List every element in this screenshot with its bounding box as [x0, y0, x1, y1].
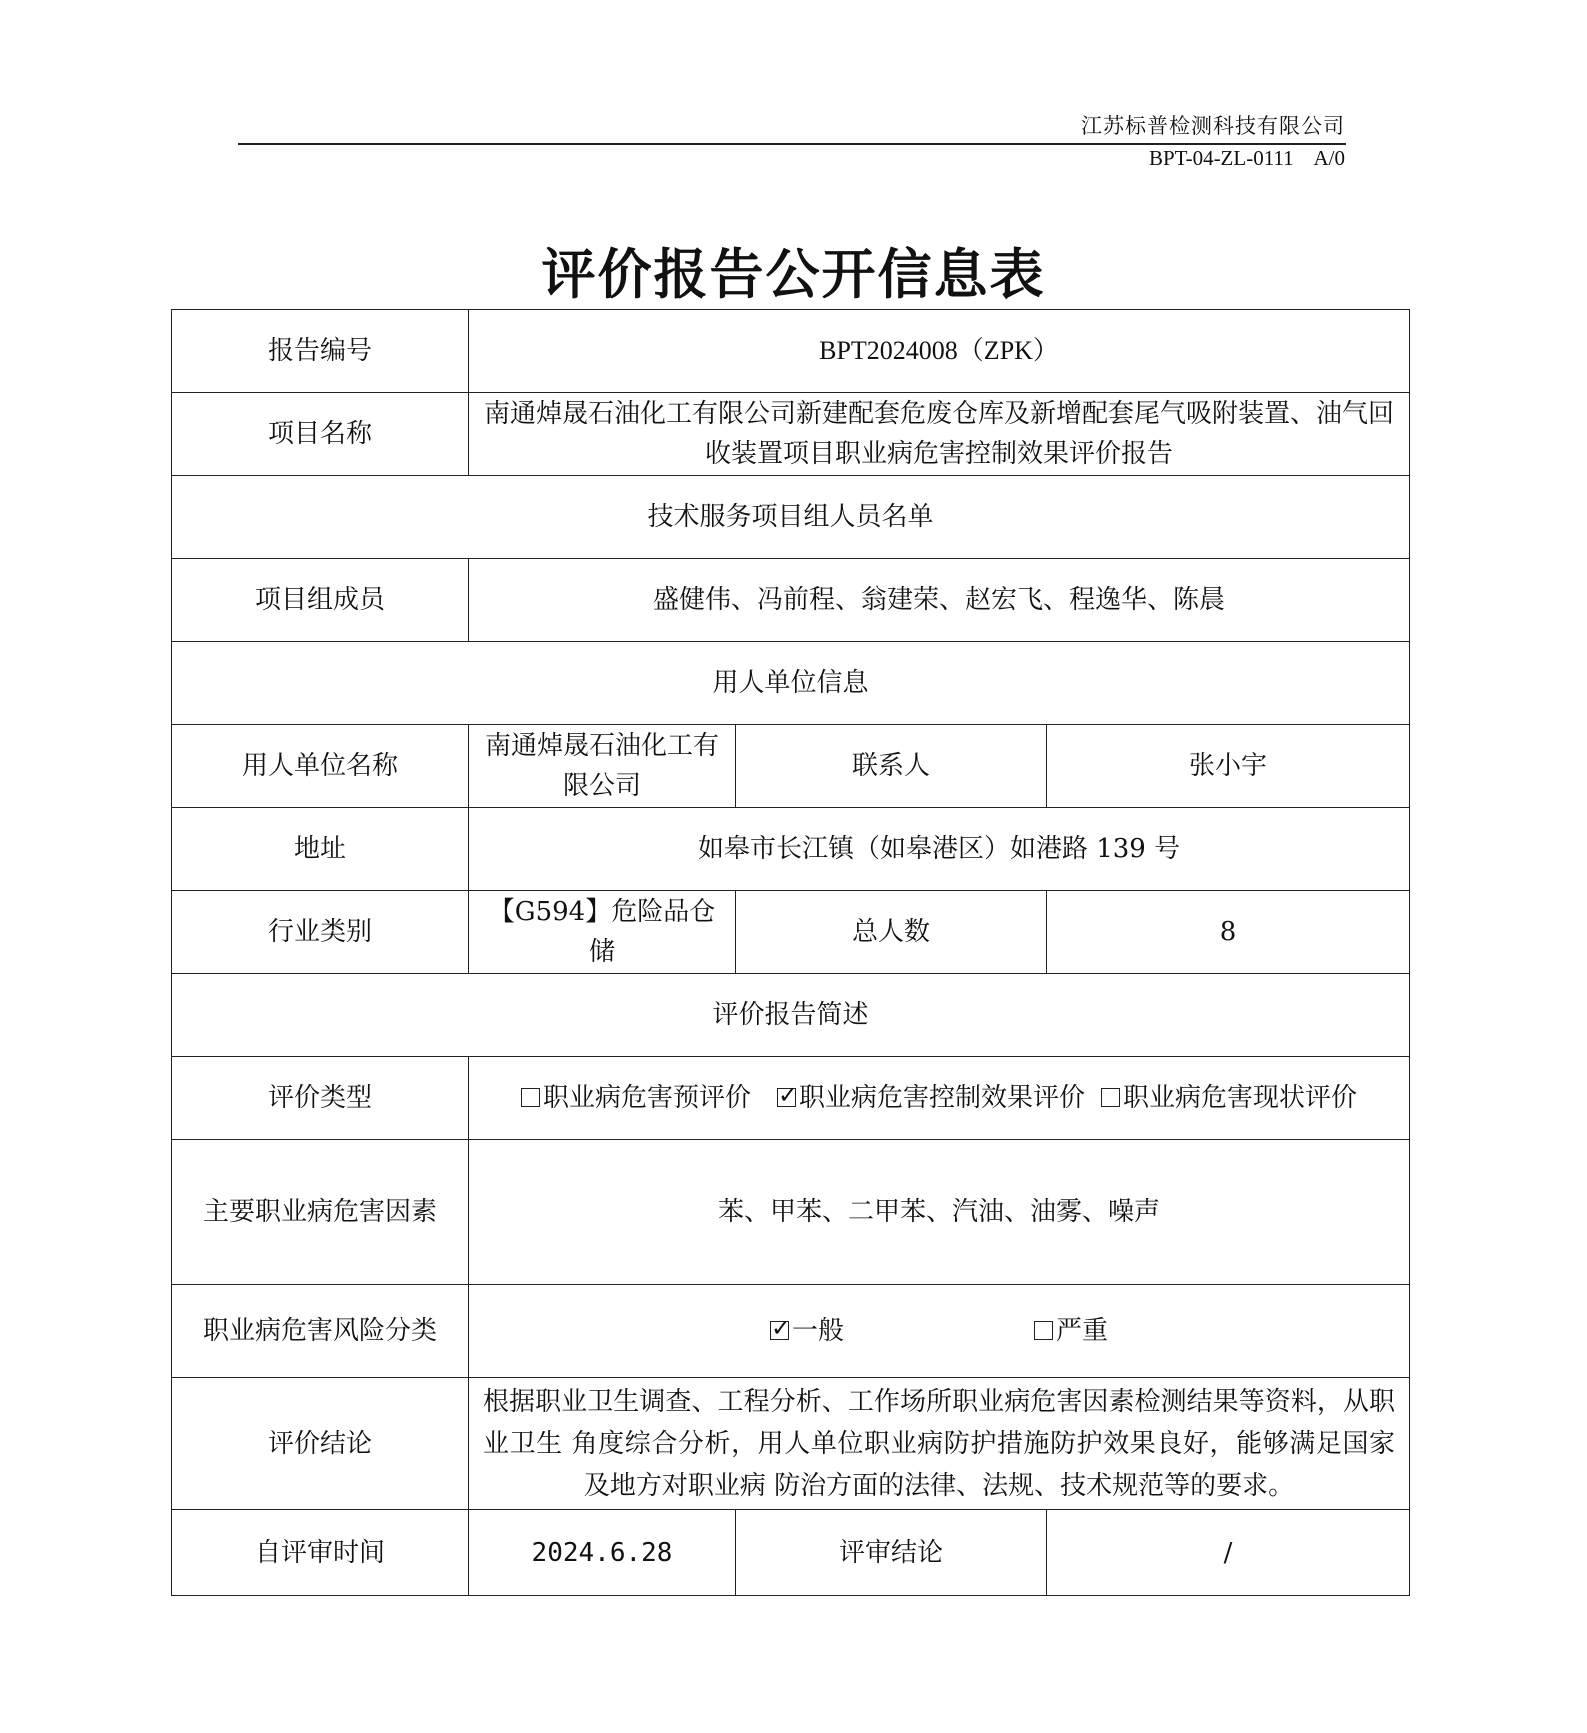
review-time-label: 自评审时间	[172, 1510, 469, 1596]
row-team-section	[172, 476, 1410, 559]
industry-value: 【G594】危险品仓储	[469, 891, 736, 974]
contact-value: 张小宇	[1047, 725, 1410, 808]
eval-type-label: 评价类型	[172, 1057, 469, 1140]
eval-type-option-pre[interactable]: 职业病危害预评价	[521, 1078, 751, 1118]
eval-type-options	[469, 1057, 1410, 1140]
report-no-value: BPT2024008（ZPK）	[469, 310, 1410, 393]
team-members-label: 项目组成员	[172, 559, 469, 642]
header-company-name: 江苏标普检测科技有限公司	[1081, 114, 1345, 138]
row-address	[172, 808, 1410, 891]
eval-type-option-control[interactable]: ✓ 职业病危害控制效果评价	[778, 1081, 1086, 1113]
review-time-value: 2024.6.28	[469, 1510, 736, 1596]
row-industry	[172, 891, 1410, 974]
team-section-title: 技术服务项目组人员名单	[172, 476, 1410, 559]
industry-label: 行业类别	[172, 891, 469, 974]
address-value: 如皋市长江镇（如皋港区）如港路 139 号	[469, 808, 1410, 891]
row-report-no	[172, 310, 1410, 393]
row-conclusion	[172, 1378, 1410, 1510]
conclusion-value: 根据职业卫生调查、工程分析、工作场所职业病危害因素检测结果等资料，从职业卫生 角度综合分析，用人单位职业病防护措施防护效果良好，能够满足国家及地方对职业病 防治方面的法律、法规、技术规范等的要求。	[469, 1378, 1410, 1510]
row-team-members	[172, 559, 1410, 642]
header-divider	[238, 143, 1346, 145]
row-summary-section	[172, 974, 1410, 1057]
hazards-label: 主要职业病危害因素	[172, 1140, 469, 1285]
conclusion-label: 评价结论	[172, 1378, 469, 1510]
row-review	[172, 1510, 1410, 1596]
employer-section-title: 用人单位信息	[172, 642, 1410, 725]
employer-name-value: 南通焯晟石油化工有限公司	[469, 725, 736, 808]
row-employer-section	[172, 642, 1410, 725]
checkbox-checked-icon[interactable]	[777, 1081, 799, 1109]
contact-label: 联系人	[736, 725, 1047, 808]
row-hazards	[172, 1140, 1410, 1285]
check-mark-icon: ✓	[771, 1314, 792, 1342]
document-title: 评价报告公开信息表	[541, 242, 1046, 306]
team-members-value: 盛健伟、冯前程、翁建荣、赵宏飞、程逸华、陈晨	[469, 559, 1410, 642]
risk-option-general[interactable]: ✓ 一般	[771, 1314, 845, 1346]
headcount-value: 8	[1047, 891, 1410, 974]
hazards-value: 苯、甲苯、二甲苯、汽油、油雾、噪声	[469, 1140, 1410, 1285]
row-risk	[172, 1285, 1410, 1378]
summary-section-title: 评价报告简述	[172, 974, 1410, 1057]
checkbox-unchecked-icon[interactable]	[1101, 1088, 1120, 1107]
risk-option-serious[interactable]: 严重	[1034, 1311, 1108, 1351]
review-result-label: 评审结论	[736, 1510, 1047, 1596]
checkbox-unchecked-icon[interactable]	[521, 1088, 540, 1107]
address-label: 地址	[172, 808, 469, 891]
checkbox-unchecked-icon[interactable]	[1034, 1321, 1053, 1340]
check-mark-icon: ✓	[778, 1081, 799, 1109]
headcount-label: 总人数	[736, 891, 1047, 974]
review-result-value: /	[1047, 1510, 1410, 1596]
risk-options	[469, 1285, 1410, 1378]
header-document-code: BPT-04-ZL-0111 A/0	[1148, 146, 1345, 170]
risk-label: 职业病危害风险分类	[172, 1285, 469, 1378]
project-name-value: 南通焯晟石油化工有限公司新建配套危废仓库及新增配套尾气吸附装置、油气回收装置项目职业病危害控制效果评价报告	[469, 393, 1410, 476]
row-eval-type	[172, 1057, 1410, 1140]
employer-name-label: 用人单位名称	[172, 725, 469, 808]
row-project-name	[172, 393, 1410, 476]
info-table	[171, 309, 1410, 1596]
project-name-label: 项目名称	[172, 393, 469, 476]
row-employer-name	[172, 725, 1410, 808]
checkbox-checked-icon[interactable]	[770, 1314, 792, 1342]
report-no-label: 报告编号	[172, 310, 469, 393]
eval-type-option-status[interactable]: 职业病危害现状评价	[1101, 1078, 1357, 1118]
